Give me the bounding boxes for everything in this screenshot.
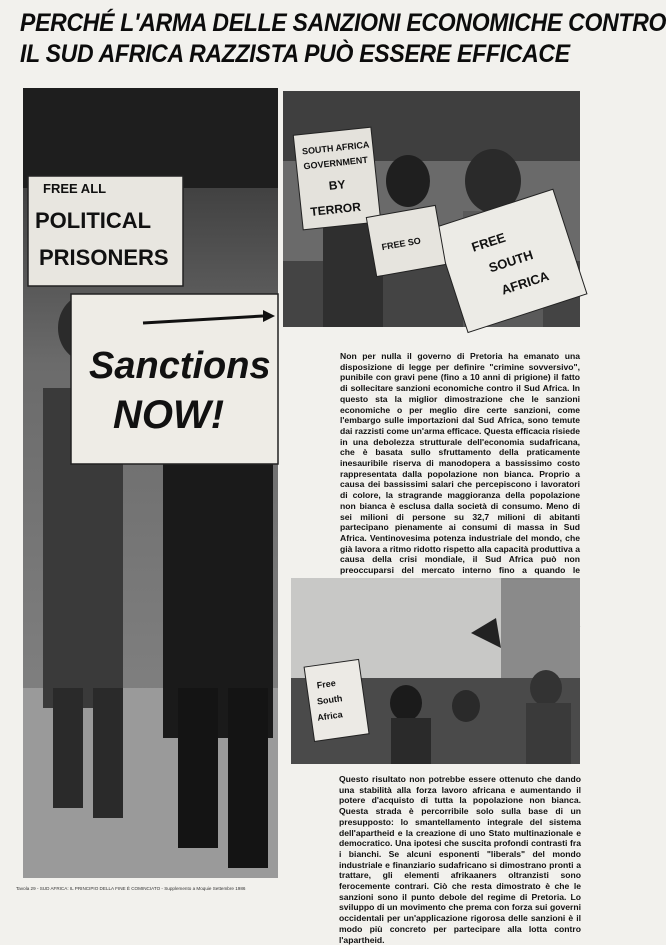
article-paragraph-1: Non per nulla il governo di Pretoria ha emanato una disposizione di legge per definire "crimine sovversivo", punibile con gravi pene (fino a 10 anni di prigione) il fatto di sollecitare sanzioni economiche contro il Sud Africa. In questo sta la miglior dimostrazione che le sanzioni economiche o per meglio dire certe sanzioni, come l'embargo sulle importazioni dal Sud Africa, sono temute dai razzisti come un'arma efficace. Questa efficacia risiede in una debolezza strutturale dell'economia sudafricana, che è basata sullo sfruttamento della praticamente inesauribile riserva di manodopera a bassissimo costo rappresentata dalla popolazione non bianca. Proprio a causa dei bassissimi salari che percepiscono i lavoratori di colore, la stragrande maggioranza della popolazione non bianca è esclusa dalla società di consumo. Meno di sei milioni di persone su 32,7 milioni di abitanti partecipano pienamente ai consumi di massa in Sud Africa. Ventinovesima potenza industriale del mondo, che già lavora a ritmo ridotto rispetto alla capacità produttiva a causa della crisi mondiale, il Sud Africa può non preoccuparsi del mercato interno fino a quando le [340, 351, 580, 576]
protest-photo-government-by-terror-graphic [283, 91, 580, 327]
sign-government-by-terror [293, 127, 381, 230]
sign-a-line-1: SOUTH AFRICA [301, 139, 370, 157]
sign-small-line-2: South [316, 693, 343, 707]
sign-top-line-1: FREE ALL [43, 181, 107, 196]
sign-b-line-2: SOUTH [486, 247, 535, 276]
sign-b-line-3: AFRICA [499, 268, 551, 298]
sign-main-line-1: Sanctions [89, 345, 271, 387]
sign-sanctions-now [71, 294, 278, 464]
headline [20, 8, 666, 70]
footer-caption: Tavola 29 - SUD AFRICA: IL PRINCIPIO DELLA FINE È COMINCIATO - Supplemento a Moquie Settembre 1986 [16, 886, 246, 891]
protest-photo-free-south-africa-graphic [291, 578, 580, 764]
sign-top-line-2: POLITICAL [35, 208, 152, 233]
sign-free-all-political-prisoners [28, 176, 183, 286]
protest-photo-sanctions-now [23, 88, 278, 878]
article-paragraph-2: Questo risultato non potrebbe essere ottenuto che dando una stabilità alla forza lavoro africana e aumentando il potere d'acquisto di tutta la popolazione non bianca. Questa strada è percorribile solo sulla base di un presupposto: lo smantellamento integrale del sistema dell'apartheid e la creazione di uno Stato multinazionale e democratico. Una ipotesi che suscita profondi contrasti fra i bianchi. Se alcuni esponenti "liberals" del mondo industriale e finanziario sudafricano si dimostrano pronti a trattare, gli elementi afrikaaners oltranzisti sono ferocemente contrari. Ciò che resta dimostrato è che le sanzioni sono il punto debole del regime di Pretoria. Lo sviluppo di un movimento che prema con forza sui governi occidentali per un'applicazione rigorosa delle sanzioni è il modo più concreto per partecipare alla lotta contro l'apartheid. [339, 774, 581, 945]
protest-photo-government-by-terror [283, 91, 580, 327]
sign-main-line-2: NOW! [113, 393, 225, 437]
sign-c-text: FREE SO [380, 235, 422, 253]
sign-free-so [366, 205, 445, 276]
headline-line-2: IL SUD AFRICA RAZZISTA PUÒ ESSERE EFFICACE [20, 40, 570, 68]
sign-a-line-3: BY [328, 177, 347, 193]
sign-b-line-1: FREE [469, 229, 508, 255]
protest-photo-free-south-africa [291, 578, 580, 764]
sign-a-line-2: GOVERNMENT [303, 154, 369, 172]
sign-small-line-3: Africa [316, 709, 344, 723]
sign-small-line-1: Free [316, 677, 337, 691]
protest-photo-sanctions-now-graphic [23, 88, 278, 878]
sign-top-line-3: PRISONERS [39, 245, 169, 270]
sign-free-south-africa-small [304, 659, 369, 741]
headline-line-1: PERCHÉ L'ARMA DELLE SANZIONI ECONOMICHE CONTRO [20, 9, 666, 37]
sign-a-line-4: TERROR [309, 199, 362, 219]
